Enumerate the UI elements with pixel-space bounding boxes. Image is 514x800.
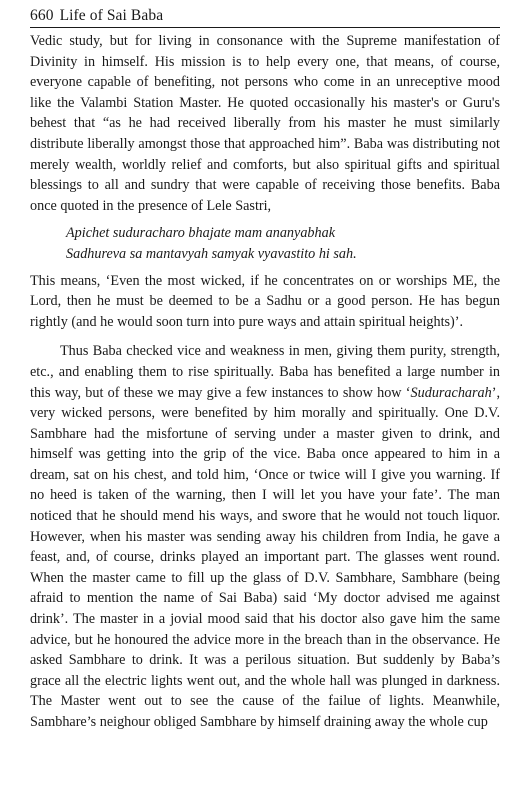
italic-term: Suduracharah [410,384,492,401]
running-header [30,6,500,28]
paragraph-3-part-a: Thus Baba checked vice and weakness in men, giving them purity, strength, etc., and enabling them to rise spiritually. Baba has benefited a large number in this way, but of these we may give a few instances to show how ‘ [30,343,500,401]
paragraph-3-part-b: ’, very wicked persons, were benefited by him morally and spiritually. One D.V. Sambhare had the misfortune of serving under a master given to drink, and himself was getting into the grip of the vice. Baba once appeared to him in a dream, sat on his chest, and told him, ‘Once or twice will I give you warning. If no heed is taken of the warning, then I will let you have your fate’. The man noticed that he should mend his ways, and swore that he would not touch liquor. However, when his master was sending away his children from India, he gave a feast, and, of course, drinks played an important part. The glasses went round. When the master came to fill up the glass of D.V. Sambhare, Sambhare (being afraid to mention the name of Sai Baba) said ‘My doctor advised me against drink’. The master in a jovial mood said that his doctor also gave him the same advice, but he honoured the advice more in the breach than in the observance. He asked Sambhare to drink. It was a perilous situation. But suddenly by Baba’s grace all the electric lights went out, and the whole hall was plunged in darkness. The Master went out to see the cause of the failue of lights. Meanwhile, Sambhare’s neighour obliged Sambhare by himself draining away the whole cup [30,384,500,730]
paragraph-1: Vedic study, but for living in consonance with the Supreme manifestation of Divinity in himself. His mission is to help every one, that means, of course, everyone capable of benefiting, not persons who come in an unreceptive mood like the Valambi Station Master. He quoted occasionally his master's or Guru's behest that “as he had received liberally from his master he must similarly distribute liberally amongst those that approached him”. Baba was distributing not merely wealth, worldly relief and comforts, but also spiritual gifts and spiritual blessings to all and sundry that were capable of receiving those benefits. Baba once quoted in the presence of Lele Sastri, [30,33,500,214]
header-rule [30,27,500,28]
verse-line-2: Sadhureva sa mantavyah samyak vyavastito hi sah. [66,245,357,262]
paragraph-2: This means, ‘Even the most wicked, if he concentrates on or worships ME, the Lord, then he must be deemed to be a Sadhu or a good person. He has begun rightly (and he would soon turn into pure ways and attain spiritual heights)’. [30,272,500,330]
page-number: 660 [30,7,54,24]
paragraph-3 [30,341,500,732]
sanskrit-verse [66,223,500,264]
verse-line-1: Apichet suduracharo bhajate mam ananyabhak [66,225,335,242]
book-title: Life of Sai Baba [59,7,164,24]
book-page [30,6,500,733]
